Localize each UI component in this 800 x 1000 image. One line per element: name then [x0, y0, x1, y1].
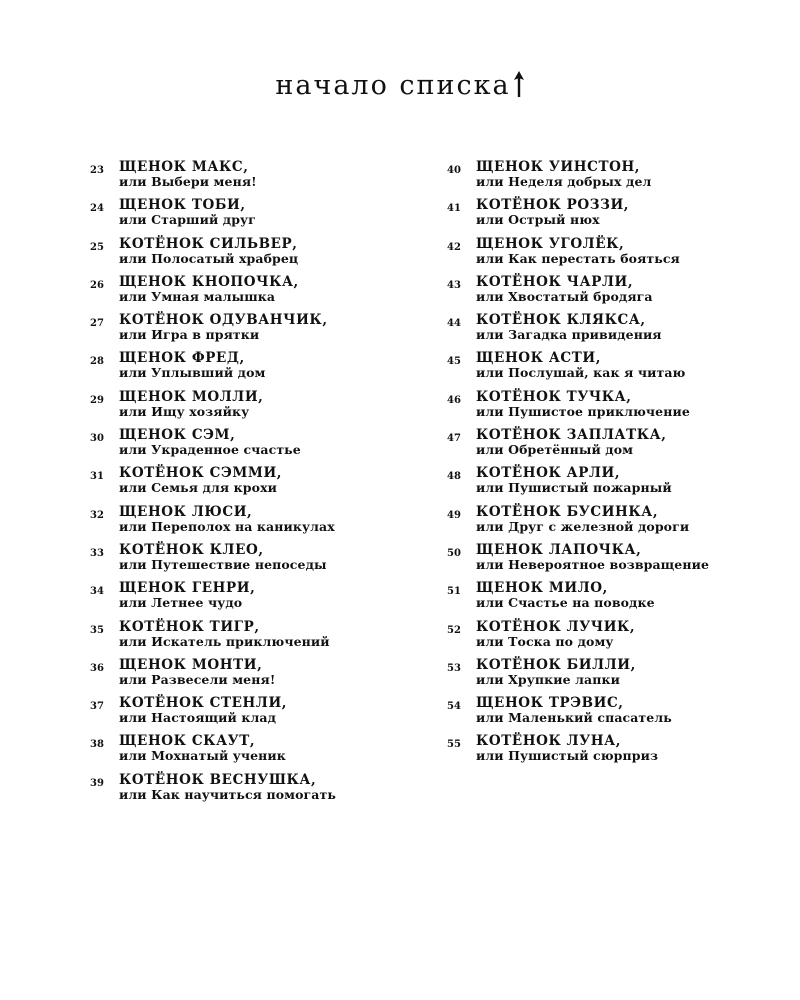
book-text [119, 390, 263, 419]
book-text [476, 198, 629, 227]
book-text [119, 543, 327, 572]
book-title: ЩЕНОК ЛАПОЧКА, [476, 541, 642, 558]
book-text [476, 620, 635, 649]
book-number: 48 [447, 471, 461, 483]
book-number: 35 [90, 624, 104, 636]
book-text [476, 466, 672, 495]
book-list-item [90, 696, 420, 734]
book-number: 46 [447, 394, 461, 406]
book-number: 39 [90, 777, 104, 789]
book-text [119, 734, 286, 763]
book-list-item [90, 428, 420, 466]
book-list-item [90, 734, 420, 772]
book-subtitle: или Загадка привидения [476, 327, 662, 343]
book-title: ЩЕНОК ЛЮСИ, [119, 503, 253, 520]
book-subtitle: или Хвостатый бродяга [476, 288, 653, 304]
book-text [476, 313, 662, 342]
book-text [119, 620, 330, 649]
book-number: 40 [447, 165, 461, 176]
book-title: КОТЁНОК СЭММИ, [119, 465, 283, 482]
book-title: КОТЁНОК КЛЯКСА, [476, 312, 646, 329]
book-list-item [90, 505, 420, 543]
book-list-item [90, 466, 420, 504]
book-title: КОТЁНОК БИЛЛИ, [476, 656, 636, 673]
book-subtitle: или Пушистый сюрприз [476, 748, 659, 764]
book-number: 47 [447, 433, 461, 445]
book-number: 49 [447, 509, 461, 521]
book-list-item [447, 620, 787, 658]
book-subtitle: или Счастье на поводке [476, 595, 655, 611]
book-text [119, 428, 301, 457]
book-text [476, 734, 658, 763]
book-list-item [447, 390, 787, 428]
book-number: 52 [447, 624, 461, 636]
book-subtitle: или Обретённый дом [476, 442, 634, 458]
book-title: КОТЁНОК ОДУВАНЧИК, [119, 312, 328, 329]
book-subtitle: или Пушистое приключение [476, 403, 690, 419]
book-text [119, 466, 282, 495]
book-title: КОТЁНОК ВЕСНУШКА, [119, 771, 317, 788]
book-number: 28 [90, 356, 104, 368]
book-list-item [90, 237, 420, 275]
book-number: 26 [90, 279, 104, 291]
book-subtitle: или Как научиться помогать [119, 786, 336, 802]
book-number: 34 [90, 586, 104, 598]
book-list-item [447, 351, 787, 389]
book-list-item [90, 160, 420, 198]
book-title: КОТЁНОК ЧАРЛИ, [476, 273, 634, 290]
book-text [119, 160, 257, 189]
book-list-item [447, 198, 787, 236]
book-list-item [447, 543, 787, 581]
book-title: КОТЁНОК АРЛИ, [476, 465, 621, 482]
book-list-left-column [90, 160, 420, 811]
book-list-item [90, 773, 420, 811]
book-number: 25 [90, 241, 104, 253]
arrow-up-icon [513, 70, 525, 108]
book-number: 30 [90, 433, 104, 445]
book-list-item [90, 198, 420, 236]
book-subtitle: или Как перестать бояться [476, 250, 680, 266]
book-list-item [447, 581, 787, 619]
book-text [119, 658, 275, 687]
book-subtitle: или Послушай, как я читаю [476, 365, 686, 381]
book-list-item [90, 313, 420, 351]
book-list-item [447, 658, 787, 696]
book-number: 53 [447, 662, 461, 674]
book-number: 33 [90, 547, 104, 559]
book-subtitle: или Полосатый храбрец [119, 250, 299, 266]
book-number: 24 [90, 203, 104, 215]
book-subtitle: или Старший друг [119, 212, 256, 228]
book-number: 23 [90, 165, 104, 176]
book-text [119, 773, 336, 802]
book-list-item [90, 351, 420, 389]
book-text [119, 696, 287, 725]
book-text [119, 313, 328, 342]
book-list-item [447, 428, 787, 466]
book-subtitle: или Уплывший дом [119, 365, 266, 381]
book-text [119, 581, 255, 610]
book-number: 51 [447, 586, 461, 598]
book-list-item [447, 237, 787, 275]
book-subtitle: или Неделя добрых дел [476, 174, 652, 189]
book-title: ЩЕНОК МОЛЛИ, [119, 388, 264, 405]
book-number: 38 [90, 739, 104, 751]
book-text [119, 351, 266, 380]
book-number: 45 [447, 356, 461, 368]
book-title: ЩЕНОК ТОБИ, [119, 197, 246, 214]
book-title: КОТЁНОК КЛЕО, [119, 541, 264, 558]
book-title: ЩЕНОК МАКС, [119, 159, 249, 175]
book-subtitle: или Семья для крохи [119, 480, 277, 496]
book-number: 29 [90, 394, 104, 406]
book-list-item [447, 466, 787, 504]
book-number: 31 [90, 471, 104, 483]
book-title: ЩЕНОК АСТИ, [476, 350, 602, 367]
book-number: 42 [447, 241, 461, 253]
book-title: ЩЕНОК МОНТИ, [119, 656, 263, 673]
book-text [476, 160, 651, 189]
book-text [476, 428, 667, 457]
book-list-item [447, 734, 787, 772]
book-text [476, 658, 636, 687]
book-title: ЩЕНОК СЭМ, [119, 427, 236, 444]
book-subtitle: или Умная малышка [119, 288, 276, 304]
book-title: ЩЕНОК МИЛО, [476, 580, 608, 597]
book-number: 37 [90, 701, 104, 713]
book-title: КОТЁНОК ЗАПЛАТКА, [476, 427, 667, 444]
book-number: 27 [90, 318, 104, 330]
book-subtitle: или Игра в прятки [119, 327, 260, 343]
book-list-item [90, 658, 420, 696]
book-subtitle: или Летнее чудо [119, 595, 243, 611]
heading-text: начало списка [275, 70, 511, 101]
book-list-item [447, 275, 787, 313]
book-list-item [90, 543, 420, 581]
book-subtitle: или Переполох на каникулах [119, 518, 335, 534]
book-title: ЩЕНОК СКАУТ, [119, 733, 256, 750]
book-subtitle: или Настоящий клад [119, 710, 277, 726]
book-text [476, 543, 709, 572]
book-subtitle: или Ищу хозяйку [119, 403, 250, 419]
book-number: 44 [447, 318, 461, 330]
book-text [476, 275, 653, 304]
book-subtitle: или Мохнатый ученик [119, 748, 286, 764]
book-number: 55 [447, 739, 461, 751]
book-title: КОТЁНОК РОЗЗИ, [476, 197, 630, 214]
book-title: КОТЁНОК БУСИНКА, [476, 503, 659, 520]
book-title: ЩЕНОК ФРЕД, [119, 350, 245, 367]
book-text [476, 351, 685, 380]
book-list-item [447, 505, 787, 543]
book-text [119, 275, 299, 304]
book-title: ЩЕНОК ГЕНРИ, [119, 580, 256, 597]
book-list-item [447, 696, 787, 734]
book-list-item [90, 620, 420, 658]
book-text [476, 505, 689, 534]
book-subtitle: или Развесели меня! [119, 671, 276, 687]
book-list-item [447, 313, 787, 351]
book-title: КОТЁНОК ТИГР, [119, 618, 260, 635]
book-title: ЩЕНОК УИНСТОН, [476, 159, 641, 175]
book-title: ЩЕНОК КНОПОЧКА, [119, 273, 299, 290]
book-title: КОТЁНОК СИЛЬВЕР, [119, 235, 298, 252]
book-subtitle: или Хрупкие лапки [476, 671, 620, 687]
book-title: КОТЁНОК ЛУНА, [476, 733, 622, 750]
book-text [119, 198, 256, 227]
book-text [476, 696, 672, 725]
book-number: 50 [447, 547, 461, 559]
book-list-right-column [447, 160, 787, 773]
list-start-heading[interactable] [0, 68, 800, 108]
book-subtitle: или Маленький спасатель [476, 710, 672, 726]
book-subtitle: или Невероятное возвращение [476, 556, 710, 572]
book-list-item [90, 581, 420, 619]
book-number: 41 [447, 203, 461, 215]
book-text [476, 237, 680, 266]
book-number: 36 [90, 662, 104, 674]
book-title: ЩЕНОК УГОЛЁК, [476, 235, 625, 252]
book-title: КОТЁНОК СТЕНЛИ, [119, 695, 288, 712]
book-title: ЩЕНОК ТРЭВИС, [476, 695, 624, 712]
book-number: 32 [90, 509, 104, 521]
book-text [476, 390, 690, 419]
book-subtitle: или Тоска по дому [476, 633, 614, 649]
book-text [119, 237, 298, 266]
book-text [476, 581, 655, 610]
book-subtitle: или Острый нюх [476, 212, 600, 228]
book-subtitle: или Путешествие непоседы [119, 556, 327, 572]
book-subtitle: или Искатель приключений [119, 633, 330, 649]
book-subtitle: или Выбери меня! [119, 174, 257, 189]
book-title: КОТЁНОК ТУЧКА, [476, 388, 632, 405]
book-title: КОТЁНОК ЛУЧИК, [476, 618, 636, 635]
book-text [119, 505, 335, 534]
book-subtitle: или Пушистый пожарный [476, 480, 672, 496]
book-number: 43 [447, 279, 461, 291]
book-list-item [90, 390, 420, 428]
book-list-item [90, 275, 420, 313]
book-list-item [447, 160, 787, 198]
book-subtitle: или Друг с железной дороги [476, 518, 690, 534]
book-number: 54 [447, 701, 461, 713]
book-subtitle: или Украденное счастье [119, 442, 301, 458]
